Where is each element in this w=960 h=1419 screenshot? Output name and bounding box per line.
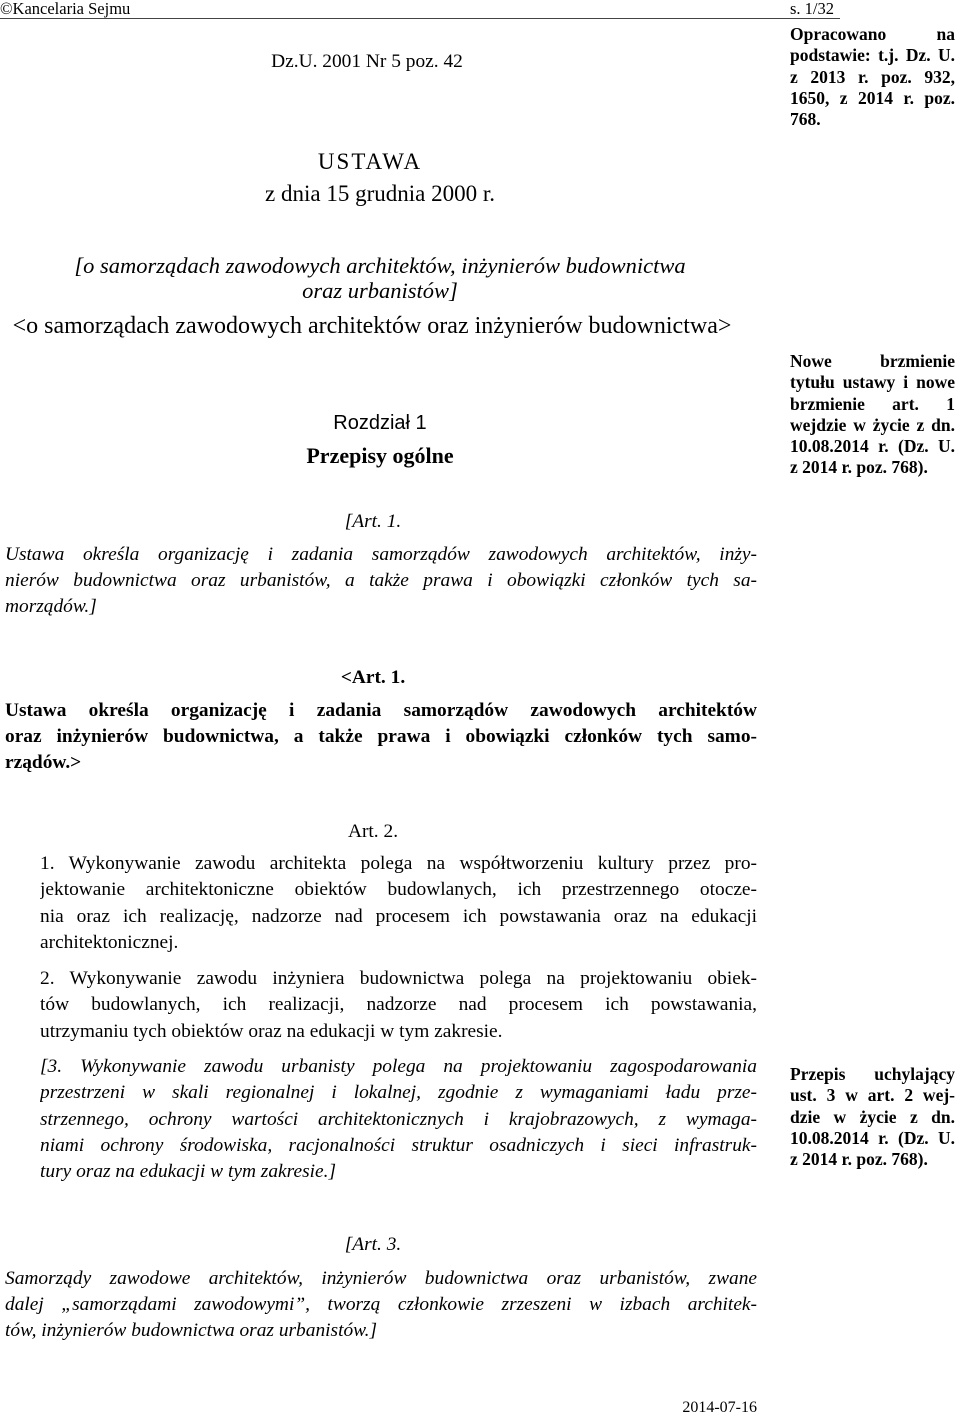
note-line: Przepis uchylający [790, 1064, 955, 1084]
text-line: oraz inżynierów budownictwa, a także prawa i obowiązki członków tych samo- [5, 726, 757, 747]
text-line: Samorządy zawodowe architektów, inżynierów budownictwa oraz urbanistów, zwane [5, 1268, 757, 1289]
title-line: oraz urbanistów] [302, 277, 458, 303]
article-2-paragraph-1 [40, 851, 757, 956]
text-line: jektowanie architektoniczne obiektów budowlanych, ich przestrzennego otocze- [40, 879, 757, 901]
note-line: dzie w życie z dn. [790, 1106, 955, 1127]
note-line: 10.08.2014 r. (Dz. U. [790, 1127, 955, 1148]
text-line: utrzymaniu tych obiektów oraz na edukacji w tym zakresie. [40, 1020, 503, 1042]
text-line: tów budowlanych, ich realizacji, nadzorze nad procesem ich powstawania, [40, 994, 757, 1016]
margin-note-title-change [790, 351, 955, 479]
act-date: z dnia 15 grudnia 2000 r. [265, 181, 495, 206]
text-line: rządów.> [5, 752, 82, 773]
text-line: 1. Wykonywanie zawodu architekta polega na współtworzeniu kultury przez pro- [40, 853, 757, 874]
article-1-future-heading: <Art. 1. [340, 667, 406, 688]
text-line: dalej „samorządami zawodowymi”, tworzą członkowie zrzeszeni w izbach architek- [5, 1294, 757, 1315]
margin-note-source [790, 24, 955, 130]
text-line: architektonicznej. [40, 931, 179, 953]
note-line: wejdzie w życie z dn. [790, 414, 955, 435]
note-line: Nowe brzmienie [790, 351, 955, 371]
note-line: z 2014 r. poz. 768). [790, 457, 928, 478]
text-line: niami ochrony środowiska, racjonalności struktur osadniczych i sieci infrastruk- [40, 1134, 757, 1156]
article-1-current-heading: [Art. 1. [344, 511, 402, 532]
title-line: [o samorządach zawodowych architektów, inżynierów budownictwa [74, 252, 686, 278]
note-line: 10.08.2014 r. (Dz. U. [790, 436, 955, 457]
page-number: s. 1/32 [790, 0, 835, 18]
text-line: Ustawa określa organizację i zadania samorządów zawodowych architektów, inży- [5, 544, 757, 565]
article-2-paragraph-2 [40, 966, 757, 1045]
text-line: [3. Wykonywanie zawodu urbanisty polega na projektowaniu zagospodarowania [40, 1056, 757, 1077]
text-line: nia oraz ich realizację, nadzorze nad procesem ich powstawania oraz na edukacji [40, 905, 757, 927]
text-line: Ustawa określa organizację i zadania samorządów zawodowych architektów [5, 700, 757, 721]
article-3-current-text [5, 1266, 757, 1344]
text-line: 2. Wykonywanie zawodu inżyniera budownictwa polega na projektowaniu obiek- [40, 968, 757, 989]
note-line: podstawie: t.j. Dz. U. [790, 45, 955, 66]
act-title-current [0, 253, 760, 303]
journal-citation: Dz.U. 2001 Nr 5 poz. 42 [271, 51, 463, 72]
act-title-future: <o samorządach zawodowych architektów oraz inżynierów budownictwa> [12, 313, 732, 339]
note-line: z 2013 r. poz. 932, [790, 66, 955, 87]
article-3-current-heading: [Art. 3. [344, 1234, 402, 1255]
text-line: tów, inżynierów budownictwa oraz urbanistów.] [5, 1320, 378, 1341]
text-line: tury oraz na edukacji w tym zakresie.] [40, 1161, 337, 1183]
note-line: z 2014 r. poz. 768). [790, 1149, 928, 1170]
note-line: Opracowano na [790, 24, 955, 44]
header-divider [0, 18, 840, 19]
article-2-paragraph-3 [40, 1054, 757, 1185]
margin-note-repeal [790, 1064, 955, 1170]
footer-date: 2014-07-16 [682, 1399, 757, 1416]
note-line: 768. [790, 109, 821, 130]
text-line: nierów budownictwa oraz urbanistów, a także prawa i obowiązki członków tych sa- [5, 570, 757, 591]
chapter-title: Przepisy ogólne [306, 443, 454, 468]
note-line: ust. 3 w art. 2 wej- [790, 1085, 955, 1106]
note-line: brzmienie art. 1 [790, 393, 955, 414]
article-2-heading: Art. 2. [347, 821, 399, 842]
text-line: strzennego, ochrony wartości architektonicznych i krajobrazowych, z wymaga- [40, 1108, 757, 1130]
note-line: tytułu ustawy i nowe [790, 372, 955, 393]
article-1-current-text [5, 542, 757, 620]
text-line: morządów.] [5, 596, 97, 617]
text-line: przestrzeni w skali regionalnej i lokalnej, zgodnie z wymaganiami ładu prze- [40, 1082, 757, 1104]
publisher-label: ©Kancelaria Sejmu [0, 0, 131, 18]
note-line: 1650, z 2014 r. poz. [790, 87, 955, 108]
chapter-number: Rozdział 1 [333, 412, 427, 434]
article-1-future-text [5, 698, 757, 776]
act-type: USTAWA [317, 149, 423, 174]
